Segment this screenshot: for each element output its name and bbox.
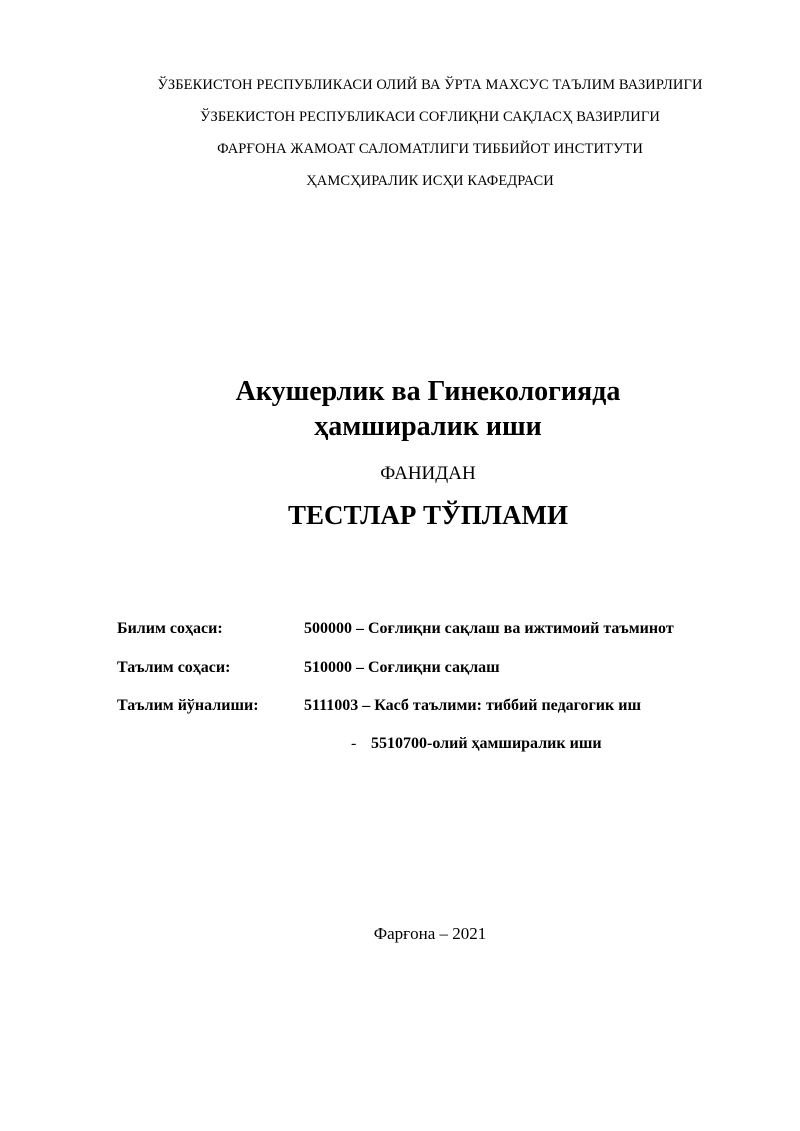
subject-label: ФАНИДАН — [380, 463, 476, 484]
info-value: 5111003 – Касб таълими: тиббий педагогик иш — [304, 697, 641, 714]
ministry-of-health-line: ЎЗБЕКИСТОН РЕСПУБЛИКАСИ СОҒЛИҚНИ САҚЛАСҲ ВАЗИРЛИГИ — [200, 109, 660, 125]
document-title-line-1: Акушерлик ва Гинекологияда — [235, 376, 621, 407]
institute-line: ФАРҒОНА ЖАМОАТ САЛОМАТЛИГИ ТИББИЙОТ ИНСТИТУТИ — [217, 141, 643, 157]
info-label: Билим соҳаси: — [117, 620, 223, 637]
list-dash: - — [351, 735, 357, 752]
document-title-line-2: ҳамширалик иши — [314, 411, 542, 442]
info-value: 5510700-олий ҳамширалик иши — [371, 735, 602, 752]
info-label: Таълим йўналиши: — [117, 697, 259, 714]
collection-title: ТЕСТЛАР ТЎПЛАМИ — [288, 500, 568, 530]
department-line: ҲАМСҲИРАЛИК ИСҲИ КАФЕДРАСИ — [306, 173, 554, 189]
ministry-of-education-line: ЎЗБЕКИСТОН РЕСПУБЛИКАСИ ОЛИЙ ВА ЎРТА МАХСУС ТАЪЛИМ ВАЗИРЛИГИ — [157, 77, 703, 93]
info-value: 510000 – Соғлиқни сақлаш — [304, 659, 500, 676]
info-value: 500000 – Соғлиқни сақлаш ва ижтимоий таъминот — [304, 620, 674, 637]
info-row-additional-direction — [351, 735, 602, 753]
place-and-year: Фарғона – 2021 — [373, 924, 487, 943]
info-label: Таълим соҳаси: — [117, 659, 231, 676]
